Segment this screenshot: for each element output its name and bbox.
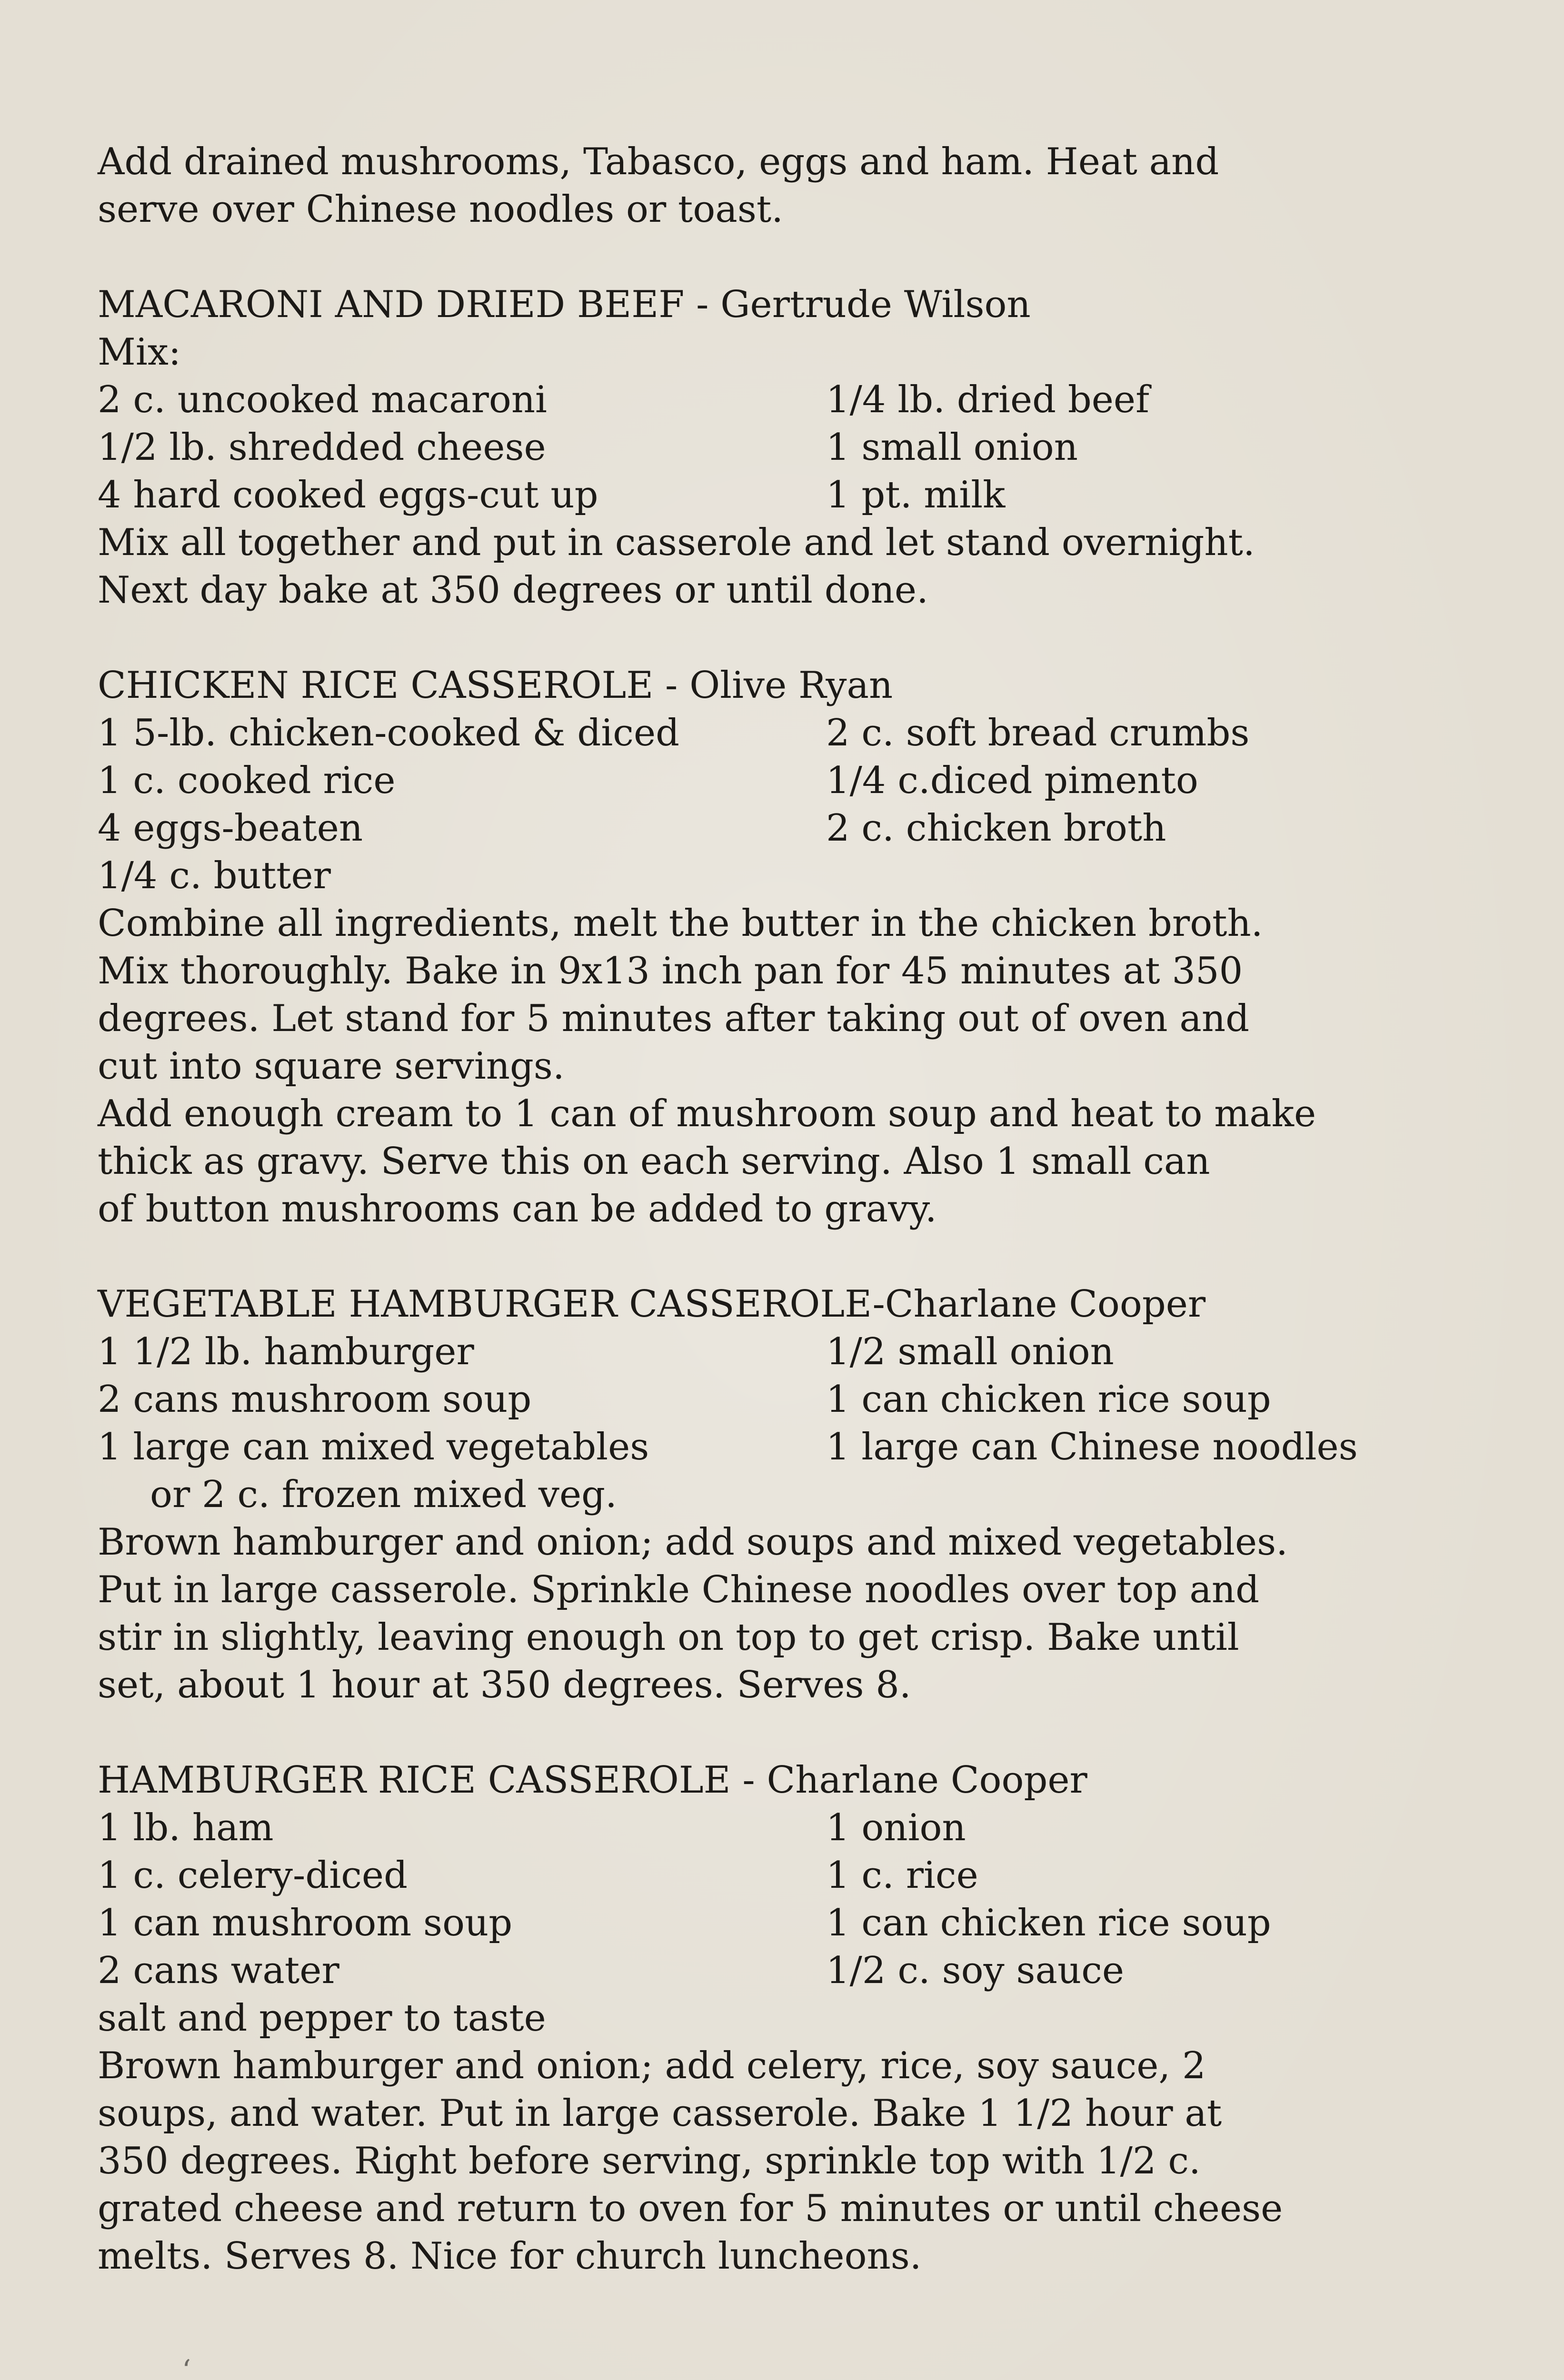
ingredient-left: 2 c. uncooked macaroni bbox=[98, 378, 547, 421]
directions-line: of button mushrooms can be added to gravy. bbox=[98, 1188, 937, 1230]
spacer bbox=[98, 614, 1516, 662]
directions-line: set, about 1 hour at 350 degrees. Serves 8. bbox=[98, 1664, 911, 1706]
ingredient-right: 2 c. chicken broth bbox=[826, 807, 1166, 850]
ingredient-right: 1 can chicken rice soup bbox=[826, 1902, 1271, 1944]
recipe-title-hamburger-rice: HAMBURGER RICE CASSEROLE - Charlane Cooper bbox=[98, 1759, 1087, 1802]
directions-line: Mix thoroughly. Bake in 9x13 inch pan for 45 minutes at 350 bbox=[98, 950, 1243, 992]
intro-line-2: serve over Chinese noodles or toast. bbox=[98, 188, 784, 231]
ingredient-left: 4 hard cooked eggs-cut up bbox=[98, 474, 598, 516]
recipe-mix-label: Mix: bbox=[98, 331, 181, 374]
ingredient-right: 2 c. soft bread crumbs bbox=[826, 712, 1250, 754]
directions-line: melts. Serves 8. Nice for church luncheons. bbox=[98, 2235, 922, 2278]
directions-line: soups, and water. Put in large casserole. Bake 1 1/2 hour at bbox=[98, 2092, 1222, 2135]
ingredient-right: 1/2 small onion bbox=[826, 1330, 1114, 1373]
stray-ink-mark: ʻ bbox=[182, 2354, 191, 2380]
spacer bbox=[98, 1233, 1516, 1280]
ingredient-left: 1 c. celery-diced bbox=[98, 1854, 408, 1897]
directions-line: stir in slightly, leaving enough on top to get crisp. Bake until bbox=[98, 1616, 1239, 1659]
ingredient-left: 1 can mushroom soup bbox=[98, 1902, 513, 1944]
ingredient-left: 2 cans water bbox=[98, 1949, 339, 1992]
ingredient-row bbox=[98, 757, 1516, 804]
ingredient-right: 1 pt. milk bbox=[826, 474, 1006, 516]
directions-line: degrees. Let stand for 5 minutes after taking out of oven and bbox=[98, 997, 1250, 1040]
ingredient-row bbox=[98, 1328, 1516, 1376]
ingredient-left: 1/2 lb. shredded cheese bbox=[98, 426, 546, 469]
ingredient-row bbox=[98, 471, 1516, 519]
directions-line: cut into square servings. bbox=[98, 1045, 565, 1088]
directions-line: grated cheese and return to oven for 5 minutes or until cheese bbox=[98, 2187, 1283, 2230]
directions-line: thick as gravy. Serve this on each serving. Also 1 small can bbox=[98, 1140, 1210, 1183]
ingredient-row bbox=[98, 1852, 1516, 1899]
spacer bbox=[98, 1709, 1516, 1756]
directions-line: Put in large casserole. Sprinkle Chinese noodles over top and bbox=[98, 1568, 1260, 1611]
recipe-text-block bbox=[98, 138, 1516, 2280]
ingredient-right: 1/4 lb. dried beef bbox=[826, 378, 1149, 421]
recipe-title-vegetable-hamburger: VEGETABLE HAMBURGER CASSEROLE-Charlane Cooper bbox=[98, 1283, 1206, 1326]
spacer bbox=[98, 233, 1516, 281]
intro-line-1: Add drained mushrooms, Tabasco, eggs and ham. Heat and bbox=[98, 140, 1219, 183]
ingredient-row bbox=[98, 424, 1516, 471]
ingredient-left: 1 c. cooked rice bbox=[98, 759, 396, 802]
ingredient-right: 1 small onion bbox=[826, 426, 1078, 469]
ingredient-left: 1 lb. ham bbox=[98, 1806, 274, 1849]
directions-line: Mix all together and put in casserole and let stand overnight. bbox=[98, 521, 1255, 564]
ingredient-right: 1 c. rice bbox=[826, 1854, 978, 1897]
ingredient-row bbox=[98, 709, 1516, 757]
ingredient-row bbox=[98, 1376, 1516, 1423]
ingredient-row bbox=[98, 1947, 1516, 1994]
ingredient-row bbox=[98, 1899, 1516, 1947]
ingredient-left: 4 eggs-beaten bbox=[98, 807, 363, 850]
ingredient-left: 2 cans mushroom soup bbox=[98, 1378, 532, 1421]
directions-line: Brown hamburger and onion; add celery, rice, soy sauce, 2 bbox=[98, 2044, 1206, 2087]
ingredient-row bbox=[98, 1804, 1516, 1852]
directions-line: Next day bake at 350 degrees or until done. bbox=[98, 569, 928, 612]
ingredient-row bbox=[98, 804, 1516, 852]
directions-line: Brown hamburger and onion; add soups and mixed vegetables. bbox=[98, 1521, 1288, 1564]
ingredient-right: 1 can chicken rice soup bbox=[826, 1378, 1271, 1421]
recipe-title-chicken-rice: CHICKEN RICE CASSEROLE - Olive Ryan bbox=[98, 664, 893, 707]
ingredient-right: 1 onion bbox=[826, 1806, 966, 1849]
ingredient-line: salt and pepper to taste bbox=[98, 1997, 546, 2040]
ingredient-row bbox=[98, 376, 1516, 424]
ingredient-continuation: or 2 c. frozen mixed veg. bbox=[150, 1473, 617, 1516]
ingredient-right: 1/4 c.diced pimento bbox=[826, 759, 1198, 802]
directions-line: 350 degrees. Right before serving, sprinkle top with 1/2 c. bbox=[98, 2140, 1201, 2182]
ingredient-left: 1/4 c. butter bbox=[98, 854, 331, 897]
ingredient-row bbox=[98, 852, 1516, 900]
recipe-title-macaroni: MACARONI AND DRIED BEEF - Gertrude Wilson bbox=[98, 283, 1031, 326]
directions-line: Add enough cream to 1 can of mushroom soup and heat to make bbox=[98, 1092, 1316, 1135]
directions-line: Combine all ingredients, melt the butter in the chicken broth. bbox=[98, 902, 1263, 945]
ingredient-left: 1 1/2 lb. hamburger bbox=[98, 1330, 474, 1373]
ingredient-right: 1 large can Chinese noodles bbox=[826, 1426, 1358, 1468]
ingredient-left: 1 large can mixed vegetables bbox=[98, 1426, 649, 1468]
ingredient-row bbox=[98, 1423, 1516, 1471]
ingredient-left: 1 5-lb. chicken-cooked & diced bbox=[98, 712, 680, 754]
ingredient-right: 1/2 c. soy sauce bbox=[826, 1949, 1125, 1992]
